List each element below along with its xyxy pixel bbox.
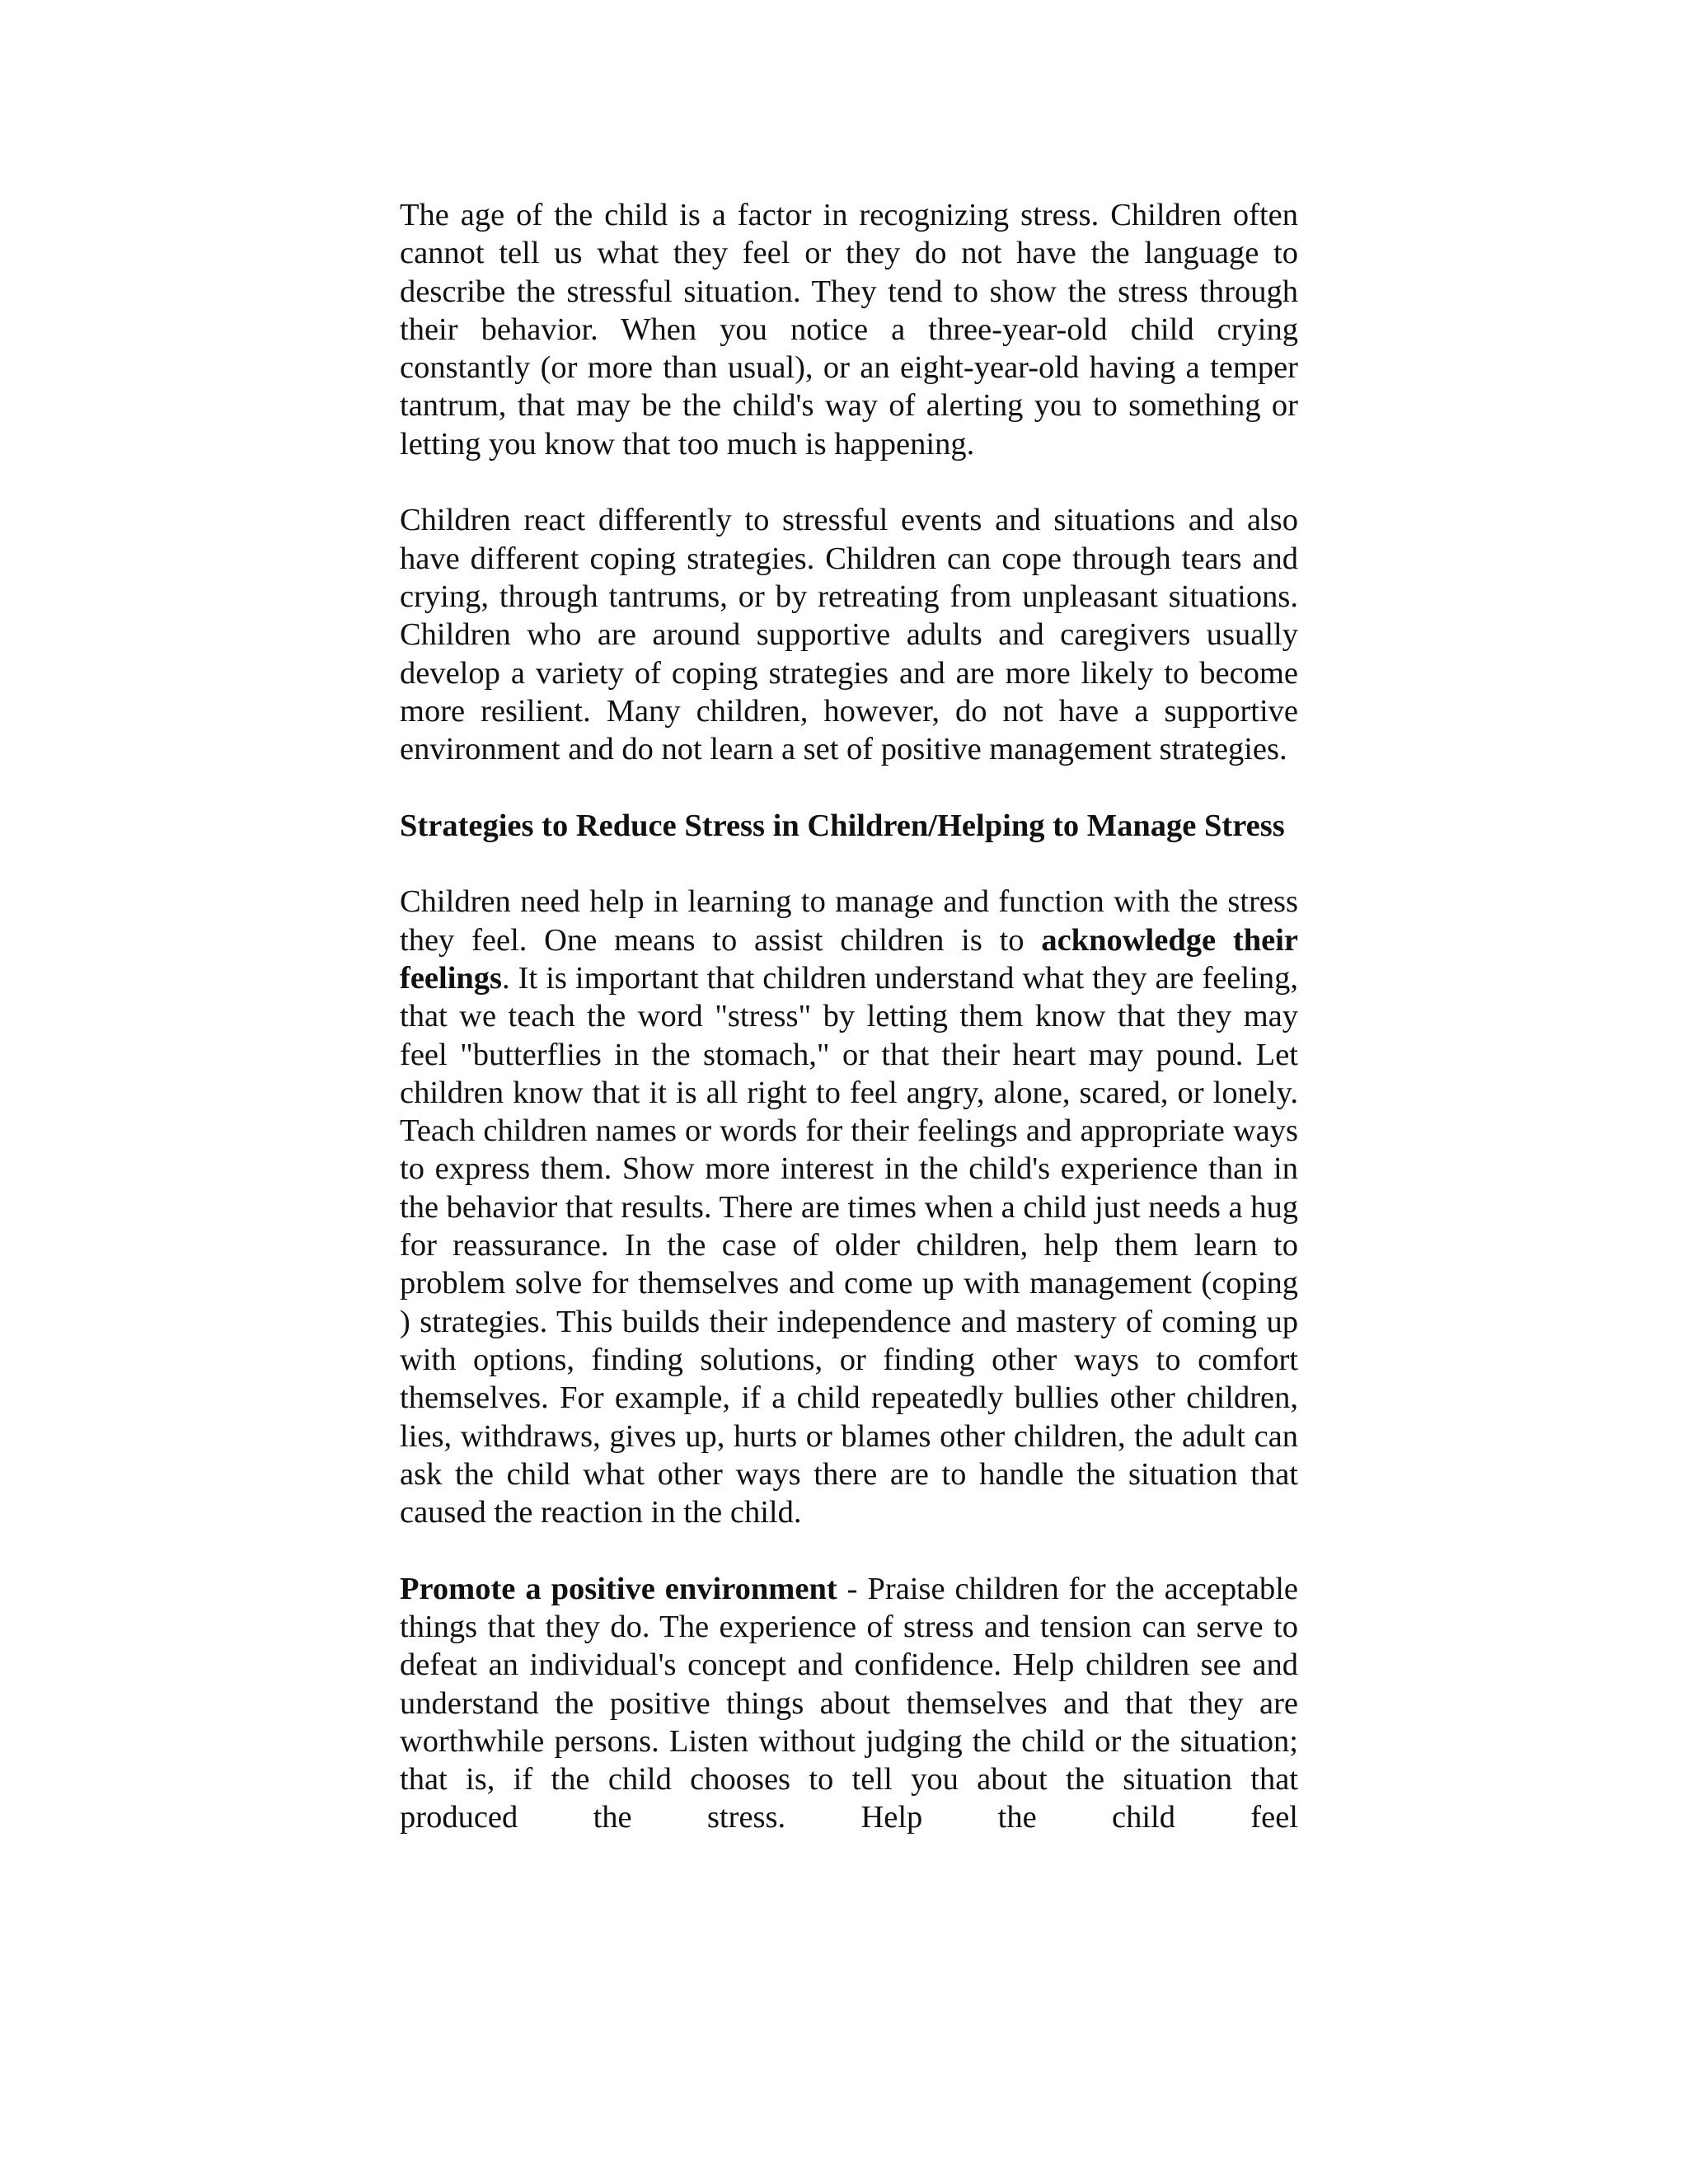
section-heading: Strategies to Reduce Stress in Children/Helping to Manage Stress	[400, 808, 1285, 843]
paragraph-text: - Praise children for the acceptable things that they do. The experience of stress and tension can serve to defeat an individual's concept and confidence. Help children see and understand the positive things about themselves and that they are worthwhile persons. Listen without judging the child or the situation; that is, if the child chooses to tell you about the situation that produced the stress. Help the child feel	[400, 1571, 1298, 1835]
paragraph-age-recognizing-stress: The age of the child is a factor in recognizing stress. Children often cannot tell us what they feel or they do not have the language to describe the stressful situation. They tend to show the stress through their behavior. When you notice a three-year-old child crying constantly (or more than usual), or an eight-year-old having a temper tantrum, that may be the child's way of alerting you to something or letting you know that too much is happening.	[400, 198, 1298, 462]
bold-phrase-positive-environment: Promote a positive environment	[400, 1571, 837, 1606]
paragraph-positive-environment	[400, 1570, 1298, 1837]
paragraph-coping-strategies: Children react differently to stressful events and situations and also have different coping strategies. Children can cope through tears and crying, through tantrums, or by retreating from unpleasant situations. Children who are around supportive adults and caregivers usually develop a variety of coping strategies and are more likely to become more resilient. Many children, however, do not have a supportive environment and do not learn a set of positive management strategies.	[400, 503, 1298, 767]
paragraph-acknowledge-feelings	[400, 883, 1298, 1531]
document-body	[400, 196, 1298, 1875]
paragraph-text: . It is important that children understand what they are feeling, that we teach the word "stress" by letting them know that they may feel "butterflies in the stomach," or that their heart may pound. Let children know that it is all right to feel angry, alone, scared, or lonely. Teach children names or words for their feelings and appropriate ways to express them. Show more interest in the child's experience than in the behavior that results. There are times when a child just needs a hug for reassurance. In the case of older children, help them learn to problem solve for themselves and come up with management (coping ) strategies. This builds their independence and mastery of coming up with options, finding solutions, or finding other ways to comfort themselves. For example, if a child repeatedly bullies other children, lies, withdraws, gives up, hurts or blames other children, the adult can ask the child what other ways there are to handle the situation that caused the reaction in the child.	[400, 960, 1298, 1530]
paragraph-text: Children need help in learning to manage and function with the stress they feel. One means to assist children is to	[400, 884, 1298, 958]
bold-phrase-acknowledge-feelings: acknowledge their feelings	[400, 922, 1298, 996]
